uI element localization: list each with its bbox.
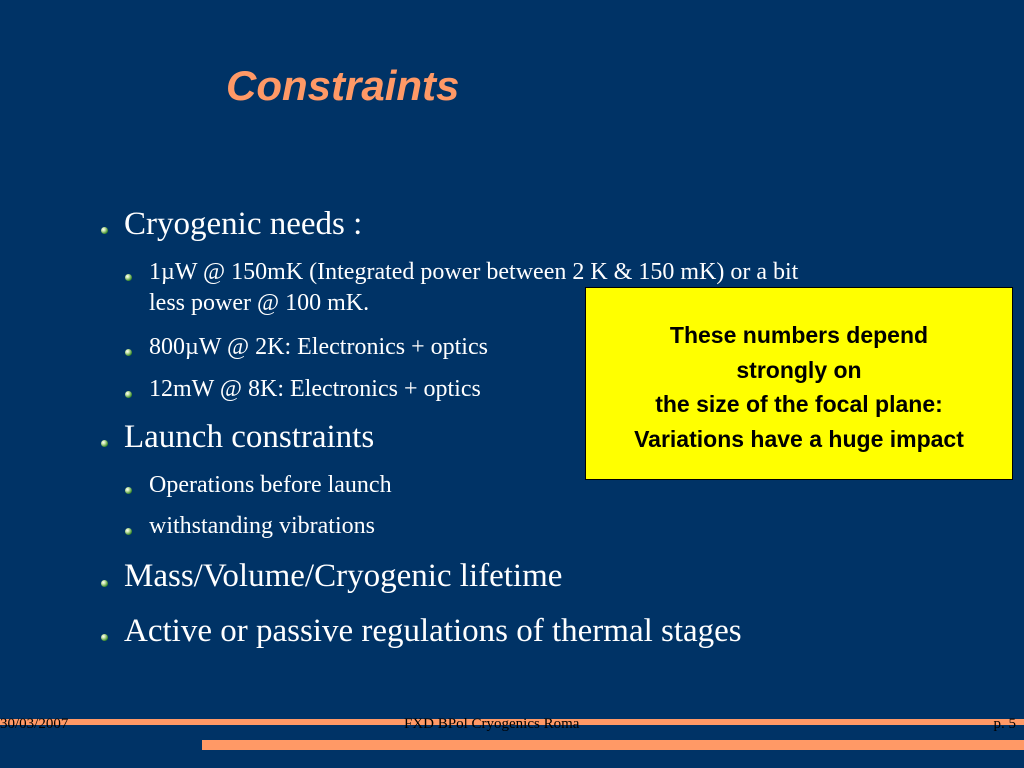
bullet-icon: [125, 274, 132, 281]
bullet-active-passive-regulations: Active or passive regulations of thermal stages: [124, 613, 742, 649]
bullet-icon: [125, 391, 132, 398]
callout-line: the size of the focal plane:: [655, 391, 943, 417]
bullet-withstanding-vibrations: withstanding vibrations: [149, 513, 375, 539]
bullet-1uw-150mk: 1µW @ 150mK (Integrated power between 2 K & 150 mK) or a bit: [149, 259, 799, 285]
footer-center-text: FXD BPol Cryogenics Roma: [404, 716, 580, 732]
bullet-cryogenic-needs: Cryogenic needs :: [124, 206, 363, 242]
callout-box: [585, 287, 1013, 480]
bullet-icon: [101, 440, 108, 447]
bullet-12mw-8k: 12mW @ 8K: Electronics + optics: [149, 376, 481, 402]
callout-line: Variations have a huge impact: [634, 425, 964, 452]
footer-page-number: p. 5: [993, 716, 1016, 732]
footer-bar-bottom: [202, 740, 1024, 750]
bullet-icon: [125, 349, 132, 356]
bullet-icon: [101, 580, 108, 587]
callout-line: strongly on: [736, 356, 862, 383]
bullet-1uw-150mk-cont: less power @ 100 mK.: [149, 290, 370, 316]
bullet-icon: [125, 528, 132, 535]
slide-title: Constraints: [226, 62, 460, 109]
footer-date: 30/03/2007: [0, 716, 69, 732]
bullet-icon: [125, 487, 132, 494]
bullet-icon: [101, 227, 108, 234]
callout-line: These numbers depend: [669, 322, 929, 348]
bullet-operations-before-launch: Operations before launch: [149, 472, 392, 498]
bullet-launch-constraints: Launch constraints: [124, 419, 375, 455]
bullet-mass-volume-lifetime: Mass/Volume/Cryogenic lifetime: [124, 558, 563, 594]
bullet-800uw-2k: 800µW @ 2K: Electronics + optics: [149, 334, 488, 360]
bullet-icon: [101, 634, 108, 641]
